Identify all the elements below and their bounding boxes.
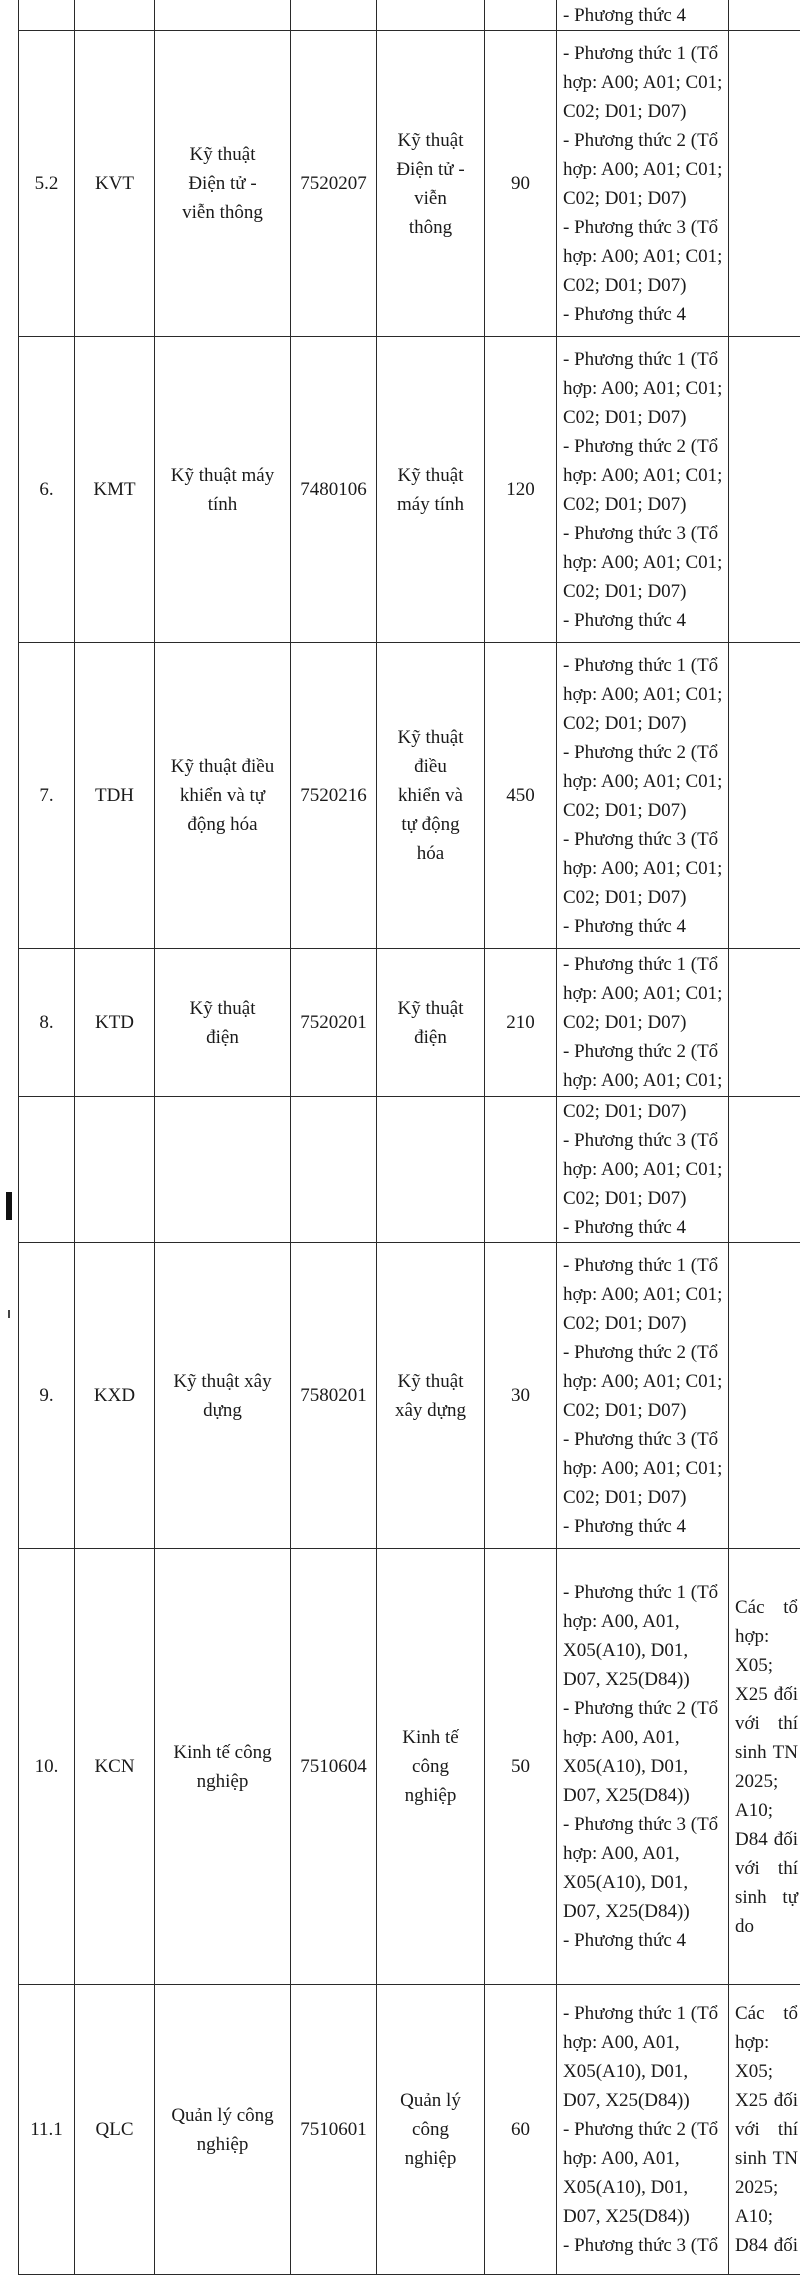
table-row bbox=[19, 31, 800, 337]
admission-methods-cell-line: - Phương thức 2 (Tổ bbox=[563, 1037, 722, 1066]
row-number-cell bbox=[19, 1097, 75, 1243]
quota-cell-text: 50 bbox=[511, 1756, 530, 1777]
notes-cell-line: do bbox=[735, 1912, 798, 1941]
quota-cell-text: 210 bbox=[506, 1012, 535, 1033]
notes-cell-line: Các tổ bbox=[735, 1593, 798, 1622]
major-name-cell-line: Quản lý công bbox=[161, 2101, 284, 2130]
admission-methods-cell-line: C02; D01; D07) bbox=[563, 1309, 722, 1338]
specialization-cell-line: tự động bbox=[383, 810, 478, 839]
admission-methods-cell-line: - Phương thức 2 (Tổ bbox=[563, 1338, 722, 1367]
admission-methods-cell-line: hợp: A00; A01; C01; bbox=[563, 374, 722, 403]
row-number-cell-text: 7. bbox=[39, 785, 53, 806]
admission-methods-cell-line: C02; D01; D07) bbox=[563, 1097, 722, 1126]
quota-cell-text: 120 bbox=[506, 479, 535, 500]
admission-methods-cell-line: hợp: A00; A01; C01; bbox=[563, 461, 722, 490]
major-name-cell bbox=[155, 643, 291, 949]
program-code-cell bbox=[291, 1549, 377, 1985]
admission-methods-cell-line: C02; D01; D07) bbox=[563, 1483, 722, 1512]
major-name-cell-line: Kỹ thuật bbox=[161, 140, 284, 169]
row-number-cell bbox=[19, 949, 75, 1097]
notes-cell-line: sinh tự bbox=[735, 1883, 798, 1912]
major-code-cell bbox=[75, 337, 155, 643]
quota-cell-text: 30 bbox=[511, 1385, 530, 1406]
quota-cell bbox=[485, 643, 557, 949]
program-code-cell-text: 7520201 bbox=[300, 1012, 367, 1033]
notes-cell-line: với thí bbox=[735, 2115, 798, 2144]
notes-cell-line: X05; bbox=[735, 1651, 798, 1680]
admission-methods-cell-line: - Phương thức 3 (Tổ bbox=[563, 2231, 722, 2260]
table-row bbox=[19, 1549, 800, 1985]
major-name-cell-line: Kỹ thuật bbox=[161, 994, 284, 1023]
admission-methods-cell-line: C02; D01; D07) bbox=[563, 490, 722, 519]
admission-methods-cell-line: - Phương thức 1 (Tổ bbox=[563, 1251, 722, 1280]
table-row bbox=[19, 0, 800, 31]
admission-methods-cell-line: hợp: A00; A01; C01; bbox=[563, 1454, 722, 1483]
quota-cell bbox=[485, 1243, 557, 1549]
specialization-cell bbox=[377, 949, 485, 1097]
table-body bbox=[19, 0, 800, 2275]
admission-methods-cell-line: hợp: A00; A01; C01; bbox=[563, 680, 722, 709]
admission-methods-cell-line: - Phương thức 4 bbox=[563, 300, 722, 329]
table-row bbox=[19, 1243, 800, 1549]
specialization-cell bbox=[377, 1985, 485, 2275]
admission-methods-cell-line: hợp: A00; A01; C01; bbox=[563, 854, 722, 883]
major-name-cell-line: nghiệp bbox=[161, 2130, 284, 2159]
program-code-cell-text: 7580201 bbox=[300, 1385, 367, 1406]
admission-methods-cell-line: hợp: A00; A01; C01; bbox=[563, 68, 722, 97]
admission-table bbox=[18, 0, 800, 2275]
admission-methods-cell-line: - Phương thức 4 bbox=[563, 1926, 722, 1955]
program-code-cell bbox=[291, 643, 377, 949]
specialization-cell bbox=[377, 1549, 485, 1985]
admission-methods-cell-line: - Phương thức 2 (Tổ bbox=[563, 1694, 722, 1723]
notes-cell-line: A10; bbox=[735, 2202, 798, 2231]
quota-cell bbox=[485, 31, 557, 337]
quota-cell bbox=[485, 0, 557, 31]
notes-cell-line: 2025; bbox=[735, 2173, 798, 2202]
major-code-cell bbox=[75, 949, 155, 1097]
specialization-cell-line: xây dựng bbox=[383, 1396, 478, 1425]
notes-cell bbox=[729, 949, 800, 1097]
notes-cell bbox=[729, 31, 800, 337]
major-name-cell bbox=[155, 949, 291, 1097]
major-code-cell-text: KCN bbox=[94, 1756, 134, 1777]
admission-methods-cell-line: C02; D01; D07) bbox=[563, 271, 722, 300]
admission-methods-cell-line: D07, X25(D84)) bbox=[563, 2086, 722, 2115]
major-name-cell-line: Kinh tế công bbox=[161, 1738, 284, 1767]
admission-methods-cell-line: C02; D01; D07) bbox=[563, 796, 722, 825]
specialization-cell-line: điện bbox=[383, 1023, 478, 1052]
specialization-cell bbox=[377, 1243, 485, 1549]
admission-methods-cell bbox=[557, 1549, 729, 1985]
specialization-cell bbox=[377, 0, 485, 31]
program-code-cell bbox=[291, 949, 377, 1097]
admission-methods-cell-line: hợp: A00, A01, bbox=[563, 2028, 722, 2057]
major-name-cell bbox=[155, 0, 291, 31]
notes-cell-line: với thí bbox=[735, 1854, 798, 1883]
major-code-cell bbox=[75, 1097, 155, 1243]
admission-methods-cell-line: - Phương thức 4 bbox=[563, 912, 722, 941]
admission-methods-cell-line: - Phương thức 2 (Tổ bbox=[563, 2115, 722, 2144]
program-code-cell-text: 7520207 bbox=[300, 173, 367, 194]
table-row bbox=[19, 643, 800, 949]
program-code-cell bbox=[291, 1985, 377, 2275]
quota-cell bbox=[485, 1549, 557, 1985]
admission-methods-cell-line: D07, X25(D84)) bbox=[563, 1897, 722, 1926]
notes-cell bbox=[729, 0, 800, 31]
major-code-cell bbox=[75, 1985, 155, 2275]
notes-cell bbox=[729, 643, 800, 949]
notes-cell-line: hợp: bbox=[735, 1622, 798, 1651]
admission-methods-cell-line: hợp: A00; A01; C01; bbox=[563, 979, 722, 1008]
row-number-cell bbox=[19, 31, 75, 337]
document-page bbox=[6, 0, 796, 2212]
specialization-cell-line: Kỹ thuật bbox=[383, 723, 478, 752]
admission-methods-cell-line: - Phương thức 1 (Tổ bbox=[563, 950, 722, 979]
notes-cell-line: 2025; bbox=[735, 1767, 798, 1796]
major-code-cell-text: KTD bbox=[95, 1012, 134, 1033]
notes-cell-line: A10; bbox=[735, 1796, 798, 1825]
major-name-cell-line: Kỹ thuật điều bbox=[161, 752, 284, 781]
admission-methods-cell-line: hợp: A00; A01; C01; bbox=[563, 548, 722, 577]
major-name-cell-line: Kỹ thuật xây bbox=[161, 1367, 284, 1396]
major-name-cell bbox=[155, 1549, 291, 1985]
specialization-cell-line: Điện tử - bbox=[383, 155, 478, 184]
major-code-cell bbox=[75, 31, 155, 337]
scan-edge-mark bbox=[6, 1192, 12, 1220]
major-name-cell-line: tính bbox=[161, 490, 284, 519]
table-row bbox=[19, 1985, 800, 2275]
admission-methods-cell bbox=[557, 643, 729, 949]
notes-cell-line: hợp: bbox=[735, 2028, 798, 2057]
major-name-cell-line: Điện tử - bbox=[161, 169, 284, 198]
admission-methods-cell-line: - Phương thức 1 (Tổ bbox=[563, 345, 722, 374]
specialization-cell bbox=[377, 643, 485, 949]
specialization-cell-line: khiển và bbox=[383, 781, 478, 810]
admission-methods-cell-line: - Phương thức 3 (Tổ bbox=[563, 1810, 722, 1839]
notes-cell-line: với thí bbox=[735, 1709, 798, 1738]
row-number-cell-text: 6. bbox=[39, 479, 53, 500]
row-number-cell-text: 9. bbox=[39, 1385, 53, 1406]
admission-methods-cell bbox=[557, 337, 729, 643]
quota-cell bbox=[485, 1097, 557, 1243]
specialization-cell-line: Kinh tế bbox=[383, 1723, 478, 1752]
admission-methods-cell-line: hợp: A00, A01, bbox=[563, 1723, 722, 1752]
notes-cell-line: D84 đối bbox=[735, 1825, 798, 1854]
major-code-cell bbox=[75, 1243, 155, 1549]
admission-methods-cell-line: - Phương thức 4 bbox=[563, 1, 722, 30]
notes-cell-line: D84 đối bbox=[735, 2231, 798, 2260]
specialization-cell-line: nghiệp bbox=[383, 2144, 478, 2173]
admission-methods-cell-line: - Phương thức 1 (Tổ bbox=[563, 1578, 722, 1607]
quota-cell bbox=[485, 949, 557, 1097]
specialization-cell-line: công bbox=[383, 2115, 478, 2144]
notes-cell-line: Các tổ bbox=[735, 1999, 798, 2028]
admission-methods-cell-line: C02; D01; D07) bbox=[563, 577, 722, 606]
admission-methods-cell-line: - Phương thức 3 (Tổ bbox=[563, 213, 722, 242]
admission-methods-cell-line: hợp: A00; A01; C01; bbox=[563, 155, 722, 184]
admission-methods-cell-line: hợp: A00; A01; C01; bbox=[563, 1066, 722, 1095]
notes-cell bbox=[729, 1097, 800, 1243]
major-name-cell-line: nghiệp bbox=[161, 1767, 284, 1796]
specialization-cell bbox=[377, 1097, 485, 1243]
specialization-cell-line: Kỹ thuật bbox=[383, 1367, 478, 1396]
notes-cell-line: sinh TN bbox=[735, 2144, 798, 2173]
row-number-cell-text: 11.1 bbox=[30, 2119, 63, 2140]
program-code-cell bbox=[291, 1097, 377, 1243]
admission-methods-cell-line: X05(A10), D01, bbox=[563, 1868, 722, 1897]
quota-cell bbox=[485, 337, 557, 643]
admission-methods-cell-line: X05(A10), D01, bbox=[563, 2057, 722, 2086]
admission-methods-cell bbox=[557, 0, 729, 31]
specialization-cell-line: Quản lý bbox=[383, 2086, 478, 2115]
major-name-cell-line: dựng bbox=[161, 1396, 284, 1425]
table-row bbox=[19, 949, 800, 1097]
scan-edge-tick bbox=[8, 1310, 10, 1318]
admission-methods-cell-line: X05(A10), D01, bbox=[563, 1636, 722, 1665]
major-name-cell bbox=[155, 337, 291, 643]
admission-methods-cell-line: C02; D01; D07) bbox=[563, 184, 722, 213]
admission-methods-cell-line: D07, X25(D84)) bbox=[563, 1665, 722, 1694]
major-name-cell-line: động hóa bbox=[161, 810, 284, 839]
specialization-cell-line: Kỹ thuật bbox=[383, 126, 478, 155]
major-name-cell bbox=[155, 1985, 291, 2275]
admission-methods-cell-line: hợp: A00, A01, bbox=[563, 1607, 722, 1636]
admission-methods-cell-line: - Phương thức 4 bbox=[563, 1512, 722, 1541]
quota-cell bbox=[485, 1985, 557, 2275]
major-code-cell-text: KMT bbox=[93, 479, 135, 500]
major-code-cell bbox=[75, 0, 155, 31]
admission-methods-cell bbox=[557, 31, 729, 337]
admission-methods-cell-line: - Phương thức 2 (Tổ bbox=[563, 432, 722, 461]
admission-methods-cell-line: hợp: A00, A01, bbox=[563, 2144, 722, 2173]
admission-methods-cell-line: hợp: A00; A01; C01; bbox=[563, 1280, 722, 1309]
notes-cell-line: X05; bbox=[735, 2057, 798, 2086]
major-code-cell-text: KVT bbox=[95, 173, 134, 194]
admission-methods-cell bbox=[557, 1097, 729, 1243]
admission-methods-cell-line: D07, X25(D84)) bbox=[563, 1781, 722, 1810]
row-number-cell bbox=[19, 1243, 75, 1549]
quota-cell-text: 450 bbox=[506, 785, 535, 806]
major-code-cell bbox=[75, 643, 155, 949]
admission-methods-cell-line: D07, X25(D84)) bbox=[563, 2202, 722, 2231]
major-name-cell bbox=[155, 1243, 291, 1549]
admission-methods-cell-line: hợp: A00, A01, bbox=[563, 1839, 722, 1868]
admission-methods-cell-line: - Phương thức 4 bbox=[563, 1213, 722, 1242]
admission-methods-cell-line: - Phương thức 3 (Tổ bbox=[563, 825, 722, 854]
admission-methods-cell-line: - Phương thức 1 (Tổ bbox=[563, 651, 722, 680]
program-code-cell-text: 7510601 bbox=[300, 2119, 367, 2140]
admission-methods-cell bbox=[557, 949, 729, 1097]
row-number-cell-text: 10. bbox=[35, 1756, 59, 1777]
specialization-cell-line: Kỹ thuật bbox=[383, 461, 478, 490]
specialization-cell bbox=[377, 31, 485, 337]
notes-cell-line: sinh TN bbox=[735, 1738, 798, 1767]
notes-cell bbox=[729, 1985, 800, 2275]
admission-methods-cell-line: X05(A10), D01, bbox=[563, 1752, 722, 1781]
admission-methods-cell-line: C02; D01; D07) bbox=[563, 1396, 722, 1425]
major-code-cell-text: TDH bbox=[95, 785, 134, 806]
major-code-cell-text: QLC bbox=[96, 2119, 134, 2140]
specialization-cell-line: nghiệp bbox=[383, 1781, 478, 1810]
table-row bbox=[19, 1097, 800, 1243]
notes-cell-line: X25 đối bbox=[735, 1680, 798, 1709]
admission-methods-cell-line: - Phương thức 1 (Tổ bbox=[563, 1999, 722, 2028]
admission-methods-cell-line: C02; D01; D07) bbox=[563, 883, 722, 912]
major-name-cell-line: viễn thông bbox=[161, 198, 284, 227]
specialization-cell bbox=[377, 337, 485, 643]
admission-methods-cell-line: hợp: A00; A01; C01; bbox=[563, 767, 722, 796]
admission-methods-cell-line: C02; D01; D07) bbox=[563, 403, 722, 432]
specialization-cell-line: Kỹ thuật bbox=[383, 994, 478, 1023]
admission-methods-cell-line: C02; D01; D07) bbox=[563, 1008, 722, 1037]
admission-methods-cell-line: X05(A10), D01, bbox=[563, 2173, 722, 2202]
program-code-cell bbox=[291, 31, 377, 337]
admission-methods-cell-line: hợp: A00; A01; C01; bbox=[563, 1155, 722, 1184]
admission-methods-cell-line: - Phương thức 2 (Tổ bbox=[563, 126, 722, 155]
specialization-cell-line: viễn bbox=[383, 184, 478, 213]
row-number-cell bbox=[19, 1549, 75, 1985]
notes-cell bbox=[729, 337, 800, 643]
specialization-cell-line: công bbox=[383, 1752, 478, 1781]
admission-methods-cell bbox=[557, 1985, 729, 2275]
notes-cell bbox=[729, 1243, 800, 1549]
specialization-cell-line: máy tính bbox=[383, 490, 478, 519]
admission-methods-cell-line: - Phương thức 2 (Tổ bbox=[563, 738, 722, 767]
row-number-cell bbox=[19, 643, 75, 949]
major-name-cell-line: khiển và tự bbox=[161, 781, 284, 810]
program-code-cell bbox=[291, 337, 377, 643]
major-code-cell bbox=[75, 1549, 155, 1985]
major-name-cell-line: Kỹ thuật máy bbox=[161, 461, 284, 490]
notes-cell-line: X25 đối bbox=[735, 2086, 798, 2115]
admission-methods-cell-line: - Phương thức 1 (Tổ bbox=[563, 39, 722, 68]
program-code-cell-text: 7520216 bbox=[300, 785, 367, 806]
row-number-cell-text: 5.2 bbox=[35, 173, 59, 194]
specialization-cell-line: hóa bbox=[383, 839, 478, 868]
table-row bbox=[19, 337, 800, 643]
notes-cell bbox=[729, 1549, 800, 1985]
admission-methods-cell-line: C02; D01; D07) bbox=[563, 97, 722, 126]
program-code-cell bbox=[291, 0, 377, 31]
row-number-cell bbox=[19, 337, 75, 643]
major-code-cell-text: KXD bbox=[94, 1385, 135, 1406]
quota-cell-text: 90 bbox=[511, 173, 530, 194]
admission-methods-cell-line: hợp: A00; A01; C01; bbox=[563, 242, 722, 271]
admission-methods-cell-line: C02; D01; D07) bbox=[563, 709, 722, 738]
program-code-cell bbox=[291, 1243, 377, 1549]
admission-methods-cell-line: - Phương thức 3 (Tổ bbox=[563, 1126, 722, 1155]
quota-cell-text: 60 bbox=[511, 2119, 530, 2140]
row-number-cell bbox=[19, 1985, 75, 2275]
program-code-cell-text: 7510604 bbox=[300, 1756, 367, 1777]
admission-methods-cell-line: - Phương thức 4 bbox=[563, 606, 722, 635]
program-code-cell-text: 7480106 bbox=[300, 479, 367, 500]
admission-methods-cell bbox=[557, 1243, 729, 1549]
admission-methods-cell-line: C02; D01; D07) bbox=[563, 1184, 722, 1213]
row-number-cell bbox=[19, 0, 75, 31]
admission-methods-cell-line: - Phương thức 3 (Tổ bbox=[563, 519, 722, 548]
admission-methods-cell-line: - Phương thức 3 (Tổ bbox=[563, 1425, 722, 1454]
major-name-cell-line: điện bbox=[161, 1023, 284, 1052]
specialization-cell-line: thông bbox=[383, 213, 478, 242]
admission-methods-cell-line: hợp: A00; A01; C01; bbox=[563, 1367, 722, 1396]
specialization-cell-line: điều bbox=[383, 752, 478, 781]
major-name-cell bbox=[155, 31, 291, 337]
row-number-cell-text: 8. bbox=[39, 1012, 53, 1033]
major-name-cell bbox=[155, 1097, 291, 1243]
